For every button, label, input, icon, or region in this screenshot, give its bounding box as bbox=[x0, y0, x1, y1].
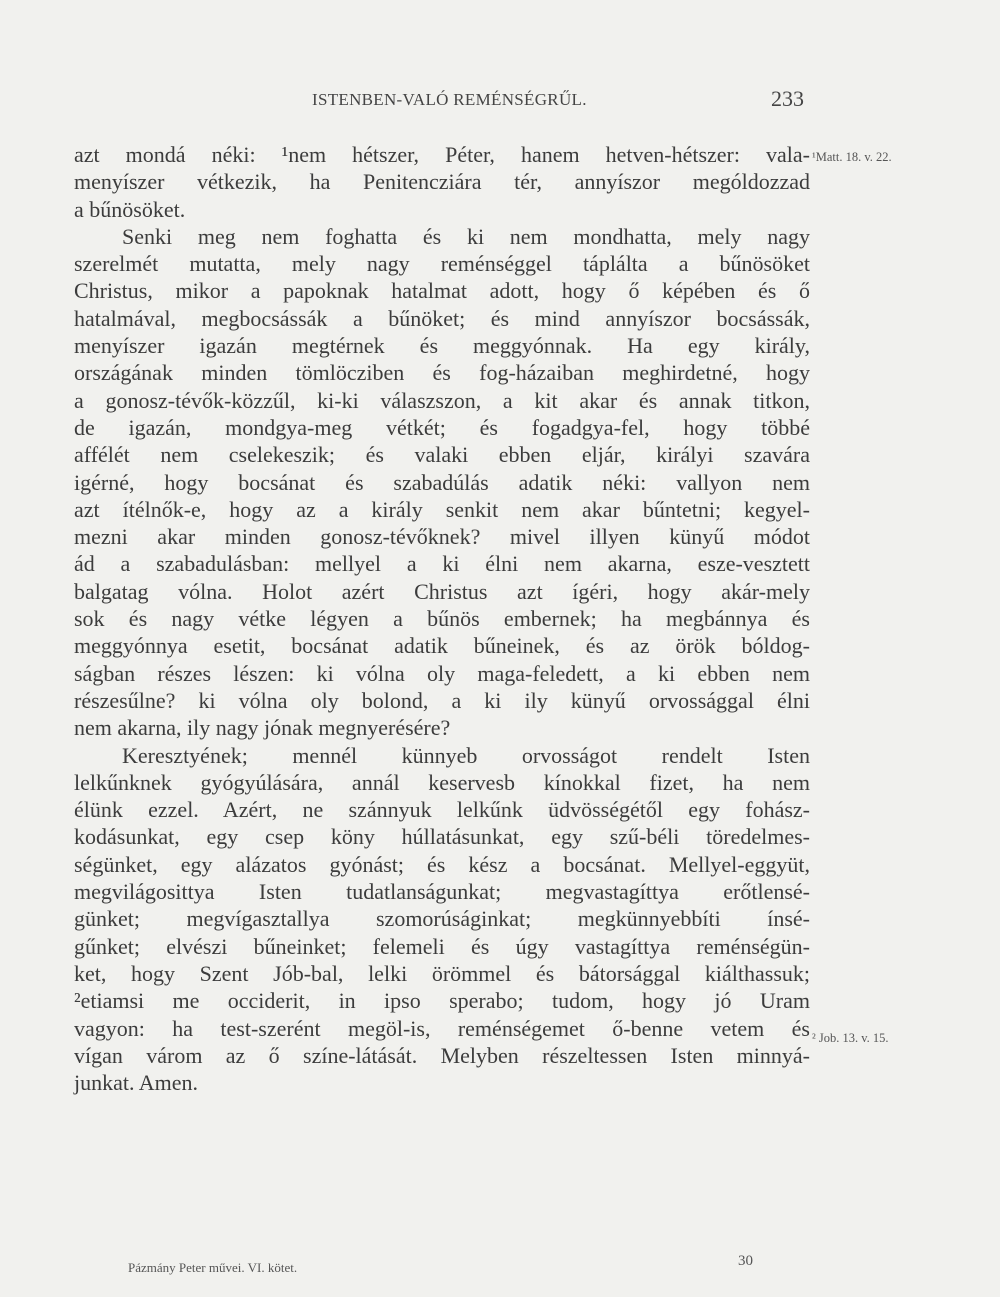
text-line: Christus, mikor a papoknak hatalmat adott, hogy ő képében és ő bbox=[74, 278, 810, 304]
text-line: Senki meg nem foghatta és ki nem mondhatta, mely nagy bbox=[122, 223, 810, 249]
running-title: ISTENBEN-VALÓ REMÉNSÉGRŰL. bbox=[312, 90, 587, 109]
text-line: élünk ezzel. Azért, ne szánnyuk lelkűnk üdvösségétől egy fohász- bbox=[74, 797, 810, 823]
text-line: de igazán, mondgya-meg vétkét; és fogadgya-fel, hogy többé bbox=[74, 414, 810, 440]
text-line: vagyon: ha test-szerént megöl-is, reménségemet ő-benne vetem és bbox=[74, 1015, 810, 1041]
text-line: vígan várom az ő színe-látását. Melyben részeltessen Isten minnyá- bbox=[74, 1042, 810, 1068]
text-line: mezni akar minden gonosz-tévőknek? mivel illyen künyű módot bbox=[74, 524, 810, 550]
text-line: nem akarna, ily nagy jónak megnyerésére? bbox=[74, 715, 451, 741]
margin-note-job: ² Job. 13. v. 15. bbox=[812, 1031, 889, 1045]
text-line: günket; megvígasztallya szomorúságinkat; megkünnyebbíti ínsé- bbox=[74, 906, 810, 932]
text-line: gűnket; elvészi bűneinket; felemeli és úgy vastagíttya reménségün- bbox=[74, 933, 810, 959]
page-number: 233 bbox=[771, 86, 804, 111]
text-line: lelkűnknek gyógyúlására, annál keservesb kínokkal fizet, ha nem bbox=[74, 769, 810, 795]
footer-sheet-number: 30 bbox=[738, 1253, 753, 1269]
footer-signature: Pázmány Peter művei. VI. kötet. bbox=[128, 1260, 298, 1275]
text-line: ád a szabadulásban: mellyel a ki élni nem akarna, esze-vesztett bbox=[74, 551, 810, 577]
text-line: meggyónnya esetit, bocsánat adatik bűneinek, és az örök bóldog- bbox=[74, 633, 810, 659]
text-line: igérné, hogy bocsánat és szabadúlás adatik néki: vallyon nem bbox=[74, 469, 810, 495]
text-line: országának minden tömlöcziben és fog-házaiban meghirdetné, hogy bbox=[74, 360, 810, 386]
text-line: a gonosz-tévők-közzűl, ki-ki válaszszon, a kit akar és annak titkon, bbox=[74, 387, 810, 413]
text-line: hatalmával, megbocsássák a bűnöket; és mind annyíszor bocsássák, bbox=[74, 305, 810, 331]
text-line: azt mondá néki: ¹nem hétszer, Péter, hanem hetven-hétszer: vala- bbox=[74, 142, 810, 167]
text-line: junkat. Amen. bbox=[74, 1070, 199, 1096]
text-line: részesűlne? ki vólna oly bolond, a ki ily künyű orvossággal élni bbox=[74, 687, 810, 713]
text-line: ságban részes lészen: ki vólna oly maga-feledett, a ki ebben nem bbox=[74, 660, 810, 686]
text-line: ket, hogy Szent Jób-bal, lelki örömmel és bátorsággal kiálthassuk; bbox=[74, 960, 810, 986]
text-line: sok és nagy vétke légyen a bűnös embernek; ha megbánnya és bbox=[74, 606, 810, 632]
text-line: szerelmét mutatta, mely nagy reménséggel táplálta a bűnösöket bbox=[74, 251, 810, 277]
text-line: menyíszer vétkezik, ha Penitencziára tér, annyíszor mególdozzad bbox=[74, 169, 810, 195]
text-line: kodásunkat, egy csep köny húllatásunkat, egy szű-béli töredelmes- bbox=[74, 824, 810, 850]
text-line: ²etiamsi me occiderit, in ipso sperabo; tudom, hogy jó Uram bbox=[74, 988, 810, 1014]
text-line: megvilágosittya Isten tudatlanságunkat; megvastagíttya erőtlensé- bbox=[74, 879, 810, 905]
text-line: Keresztyének; mennél künnyeb orvosságot rendelt Isten bbox=[122, 742, 810, 768]
body-text bbox=[74, 141, 810, 1096]
text-line: menyíszer igazán megtérnek és meggyónnak. Ha egy király, bbox=[74, 333, 810, 359]
text-line: affélét nem cselekeszik; és valaki ebben eljár, királyi szavára bbox=[74, 442, 810, 468]
text-line: balgatag vólna. Holot azért Christus azt ígéri, hogy akár-mely bbox=[74, 578, 810, 604]
text-line: ségünket, egy alázatos gyónást; és kész a bocsánat. Mellyel-eggyüt, bbox=[74, 851, 810, 877]
text-line: azt ítélnők-e, hogy az a király senkit nem akar bűntetni; kegyel- bbox=[74, 496, 810, 522]
margin-note-matt: ¹Matt. 18. v. 22. bbox=[812, 150, 892, 164]
text-line: a bűnösöket. bbox=[74, 196, 186, 222]
